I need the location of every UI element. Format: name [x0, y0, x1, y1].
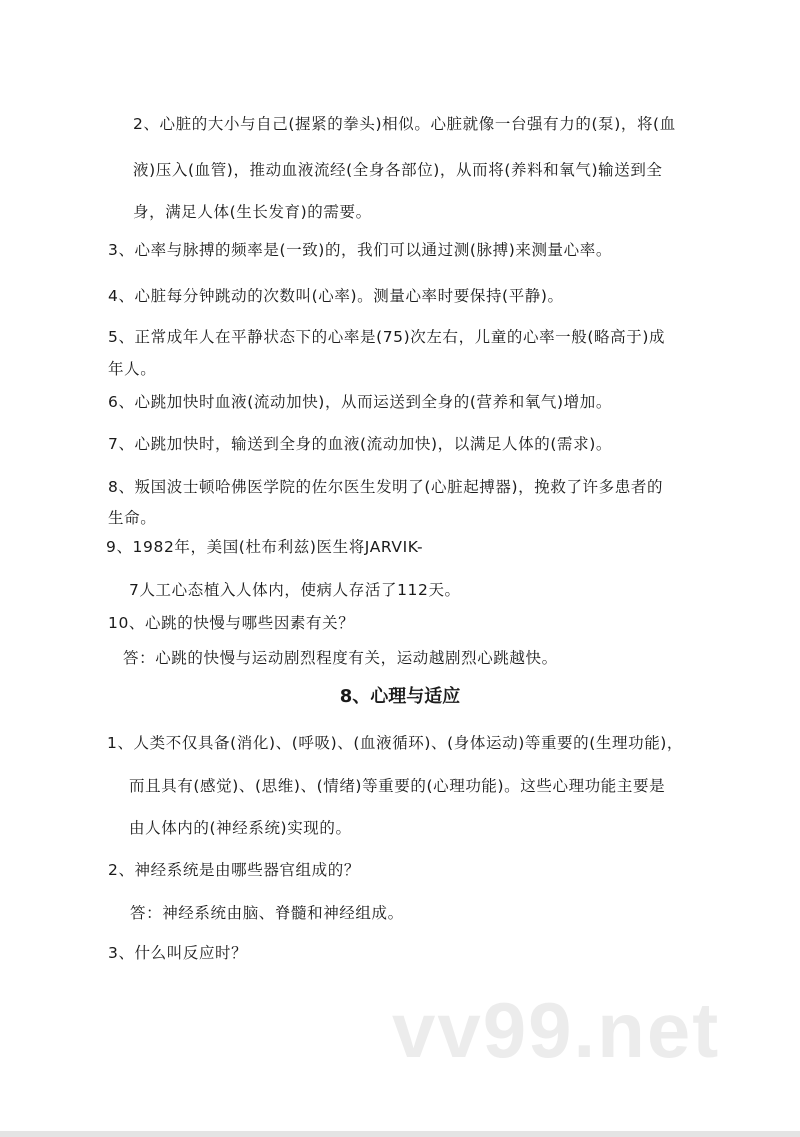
text-line: 生命。: [108, 509, 157, 527]
text-line: 9、1982年，美国(杜布利兹)医生将JARVIK-: [106, 538, 424, 556]
text-line: 身，满足人体(生长发育)的需要。: [133, 203, 372, 221]
text-line: 2、神经系统是由哪些器官组成的？: [108, 861, 360, 879]
text-line: 3、什么叫反应时？: [108, 944, 248, 962]
page-bottom-edge: [0, 1131, 800, 1137]
text-line: 10、心跳的快慢与哪些因素有关？: [108, 614, 355, 632]
text-line: 1、人类不仅具备(消化)、(呼吸)、(血液循环)、(身体运动)等重要的(生理功能)，: [107, 734, 684, 752]
text-line: 年人。: [108, 360, 157, 378]
text-line: 液)压入(血管)，推动血液流经(全身各部位)，从而将(养料和氧气)输送到全: [133, 161, 663, 179]
text-line: 2、心脏的大小与自己(握紧的拳头)相似。心脏就像一台强有力的(泵)，将(血: [133, 115, 676, 133]
answer-line: 答：神经系统由脑、脊髓和神经组成。: [130, 904, 404, 922]
watermark: vv99.net: [392, 986, 721, 1074]
section-title: 8、心理与适应: [339, 686, 461, 707]
text-line: 3、心率与脉搏的频率是(一致)的，我们可以通过测(脉搏)来测量心率。: [108, 241, 612, 259]
text-line: 6、心跳加快时血液(流动加快)，从而运送到全身的(营养和氧气)增加。: [108, 393, 612, 411]
text-line: 8、叛国波士顿哈佛医学院的佐尔医生发明了(心脏起搏器)，挽救了许多患者的: [108, 478, 664, 496]
text-line: 7人工心态植入人体内，使病人存活了112天。: [129, 581, 461, 599]
answer-line: 答：心跳的快慢与运动剧烈程度有关，运动越剧烈心跳越快。: [123, 649, 558, 667]
text-line: 由人体内的(神经系统)实现的。: [129, 819, 352, 837]
text-line: 5、正常成年人在平静状态下的心率是(75)次左右，儿童的心率一般(略高于)成: [108, 328, 666, 346]
text-line: 而且具有(感觉)、(思维)、(情绪)等重要的(心理功能)。这些心理功能主要是: [129, 777, 666, 795]
text-line: 4、心脏每分钟跳动的次数叫(心率)。测量心率时要保持(平静)。: [108, 287, 564, 305]
text-line: 7、心跳加快时，输送到全身的血液(流动加快)，以满足人体的(需求)。: [108, 435, 612, 453]
